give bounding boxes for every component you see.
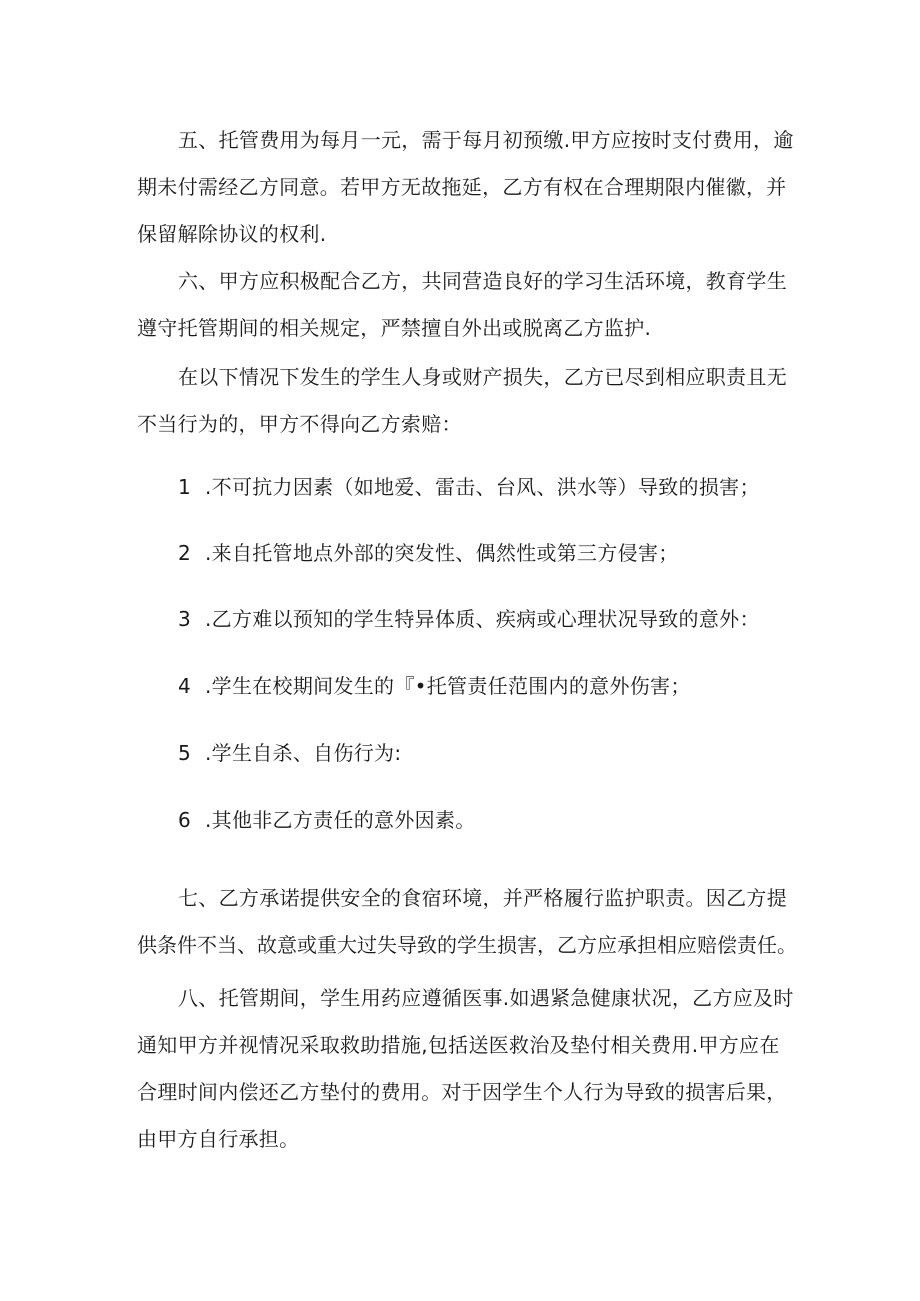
list-item-number: 3 [178,607,192,631]
clause-8-line-2: 通知甲方并视情况采取救助措施,包括送医救治及垫付相关费用.甲方应在 [137,1033,780,1057]
list-item [178,805,476,835]
clause-7-line-1: 七、乙方承诺提供安全的食宿环境，并严格履行监护职责。因乙方提 [178,886,787,910]
list-item-text: .乙方难以预知的学生特异体质、疾病或心理状况导致的意外： [205,607,760,631]
list-item [178,738,401,768]
clause-8-line-4: 由甲方自行承担。 [137,1127,300,1151]
clause-6-line-2: 遵守托管期间的相关规定，严禁擅自外出或脱离乙方监护. [137,316,652,340]
list-item-text: .学生在校期间发生的『•托管责任范围内的意外伤害； [205,674,691,698]
list-item-text: .其他非乙方责任的意外因素。 [205,808,476,832]
list-item-text: .不可抗力因素（如地爱、雷击、台风、洪水等）导致的损害； [205,475,760,499]
list-item-number: 6 [178,808,192,832]
list-item-number: 4 [178,674,192,698]
list-item [178,472,760,502]
clause-6-line-1: 六、甲方应积极配合乙方，共同营造良好的学习生活环境，教育学生 [178,269,787,293]
list-item-number: 5 [178,741,192,765]
clause-5-line-3: 保留解除协议的权利. [137,222,327,246]
exemption-intro-line-1: 在以下情况下发生的学生人身或财产损失，乙方已尽到相应职责且无 [178,365,787,389]
list-item-number: 1 [178,475,192,499]
list-item-text: .学生自杀、自伤行为: [205,741,402,765]
list-item [178,538,679,568]
clause-7-line-2: 供条件不当、故意或重大过失导致的学生损害，乙方应承担相应赔偿责任。 [137,933,797,957]
clause-8-line-1: 八、托管期间，学生用药应遵循医事.如遇紧急健康状况，乙方应及时 [178,986,794,1010]
clause-5-line-2: 期未付需经乙方同意。若甲方无故拖延，乙方有权在合理期限内催徽，并 [137,175,787,199]
list-item-text: .来自托管地点外部的突发性、偶然性或第三方侵害； [205,541,679,565]
clause-8-line-3: 合理时间内偿还乙方垫付的费用。对于因学生个人行为导致的损害后果， [137,1080,787,1104]
list-item [178,604,760,634]
clause-5-line-1: 五、托管费用为每月一元，需于每月初预缴.甲方应按时支付费用，逾 [178,128,794,152]
exemption-intro-line-2: 不当行为的，甲方不得向乙方索赔： [137,412,462,436]
list-item-number: 2 [178,541,192,565]
list-item [178,671,691,701]
